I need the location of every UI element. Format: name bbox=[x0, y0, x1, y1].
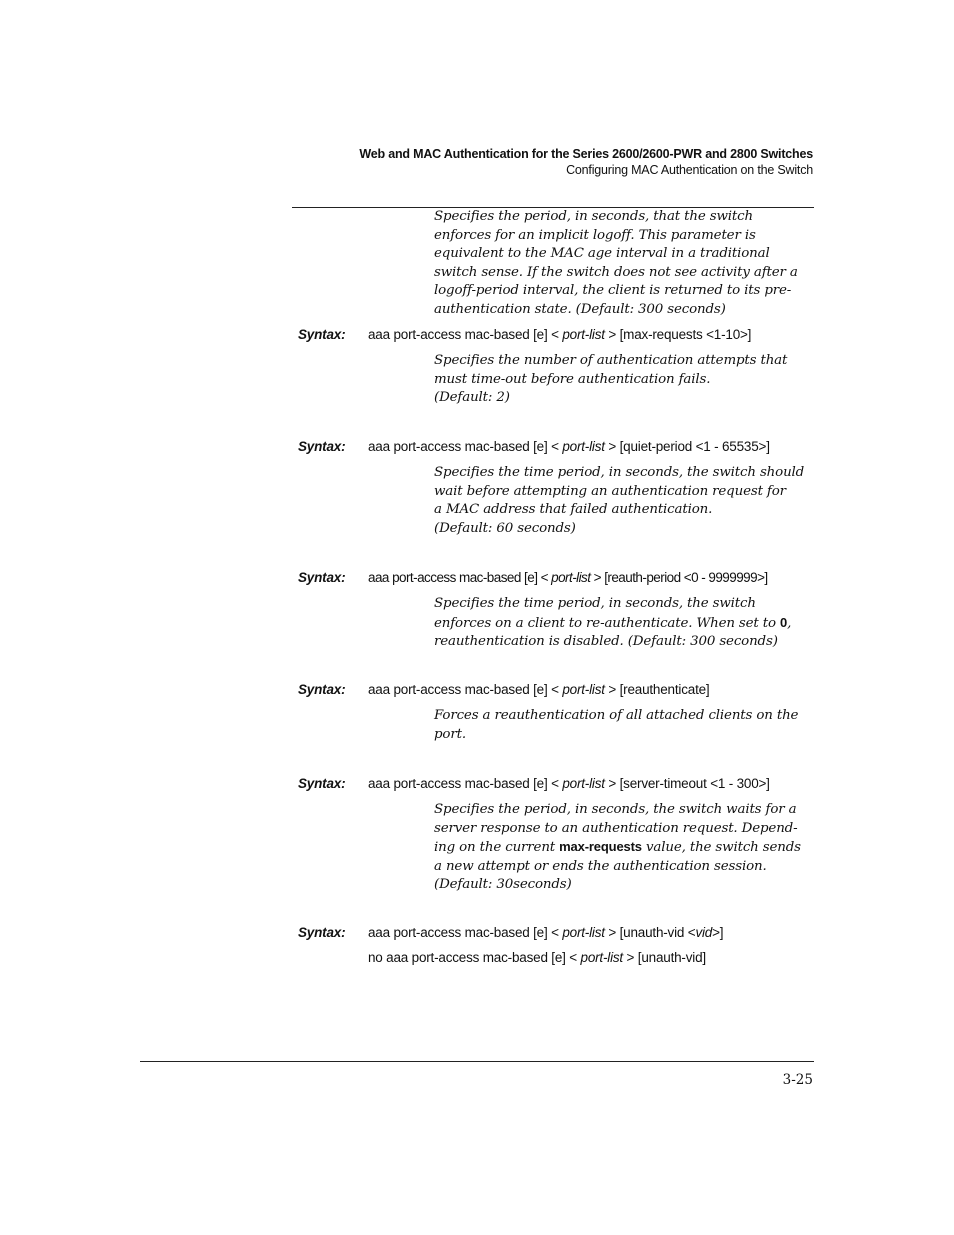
server-timeout-description: Specifies the period, in seconds, the switch waits for a server response to an authentication request. Depend- ing on the current max-requests value, the switch sends a new attempt or ends the authentication session. (Default: 30seconds) bbox=[434, 802, 801, 893]
syntax-label: Syntax: bbox=[298, 327, 346, 342]
logoff-period-description: Specifies the period, in seconds, that the switch enforces for an implicit logoff. This parameter is equivalent to the MAC age interval in a traditional switch sense. If the switch does not see activity after a logoff-period interval, the client is returned to its pre- authentication state. (Default: 300 seconds) bbox=[434, 209, 798, 317]
reauthenticate-description: Forces a reauthentication of all attached clients on the port. bbox=[434, 708, 799, 742]
syntax-command-quiet-period: aaa port-access mac-based [e] < port-list > [quiet-period <1 - 65535>] bbox=[368, 439, 770, 454]
syntax-label: Syntax: bbox=[298, 439, 346, 454]
syntax-label: Syntax: bbox=[298, 570, 346, 585]
syntax-label: Syntax: bbox=[298, 776, 346, 791]
zero-value: 0 bbox=[780, 614, 788, 630]
syntax-label: Syntax: bbox=[298, 682, 346, 697]
running-header-subtitle: Configuring MAC Authentication on the Switch bbox=[566, 163, 813, 177]
syntax-label: Syntax: bbox=[298, 925, 346, 940]
syntax-command-reauthenticate: aaa port-access mac-based [e] < port-list > [reauthenticate] bbox=[368, 682, 710, 697]
max-requests-description: Specifies the number of authentication attempts that must time-out before authentication fails. (Default: 2) bbox=[434, 353, 788, 406]
quiet-period-description: Specifies the time period, in seconds, the switch should wait before attempting an authentication request for a MAC address that failed authentication. (Default: 60 seconds) bbox=[434, 465, 805, 536]
syntax-command-no-unauth-vid: no aaa port-access mac-based [e] < port-list > [unauth-vid] bbox=[368, 950, 706, 965]
running-header-title: Web and MAC Authentication for the Series 2600/2600-PWR and 2800 Switches bbox=[359, 147, 813, 161]
syntax-command-server-timeout: aaa port-access mac-based [e] < port-list > [server-timeout <1 - 300>] bbox=[368, 776, 770, 791]
syntax-command-reauth-period: aaa port-access mac-based [e] < port-list > [reauth-period <0 - 9999999>] bbox=[368, 570, 768, 585]
syntax-command-unauth-vid: aaa port-access mac-based [e] < port-list > [unauth-vid <vid>] bbox=[368, 925, 724, 940]
reauth-period-description: Specifies the time period, in seconds, the switch enforces on a client to re-authenticate. When set to 0, reauthentication is disabled. (Default: 300 seconds) bbox=[434, 596, 792, 650]
syntax-command-max-requests: aaa port-access mac-based [e] < port-list > [max-requests <1-10>] bbox=[368, 327, 752, 342]
footer-rule bbox=[140, 1061, 814, 1062]
page-number: 3-25 bbox=[782, 1072, 813, 1088]
max-requests-keyword: max-requests bbox=[559, 839, 642, 855]
